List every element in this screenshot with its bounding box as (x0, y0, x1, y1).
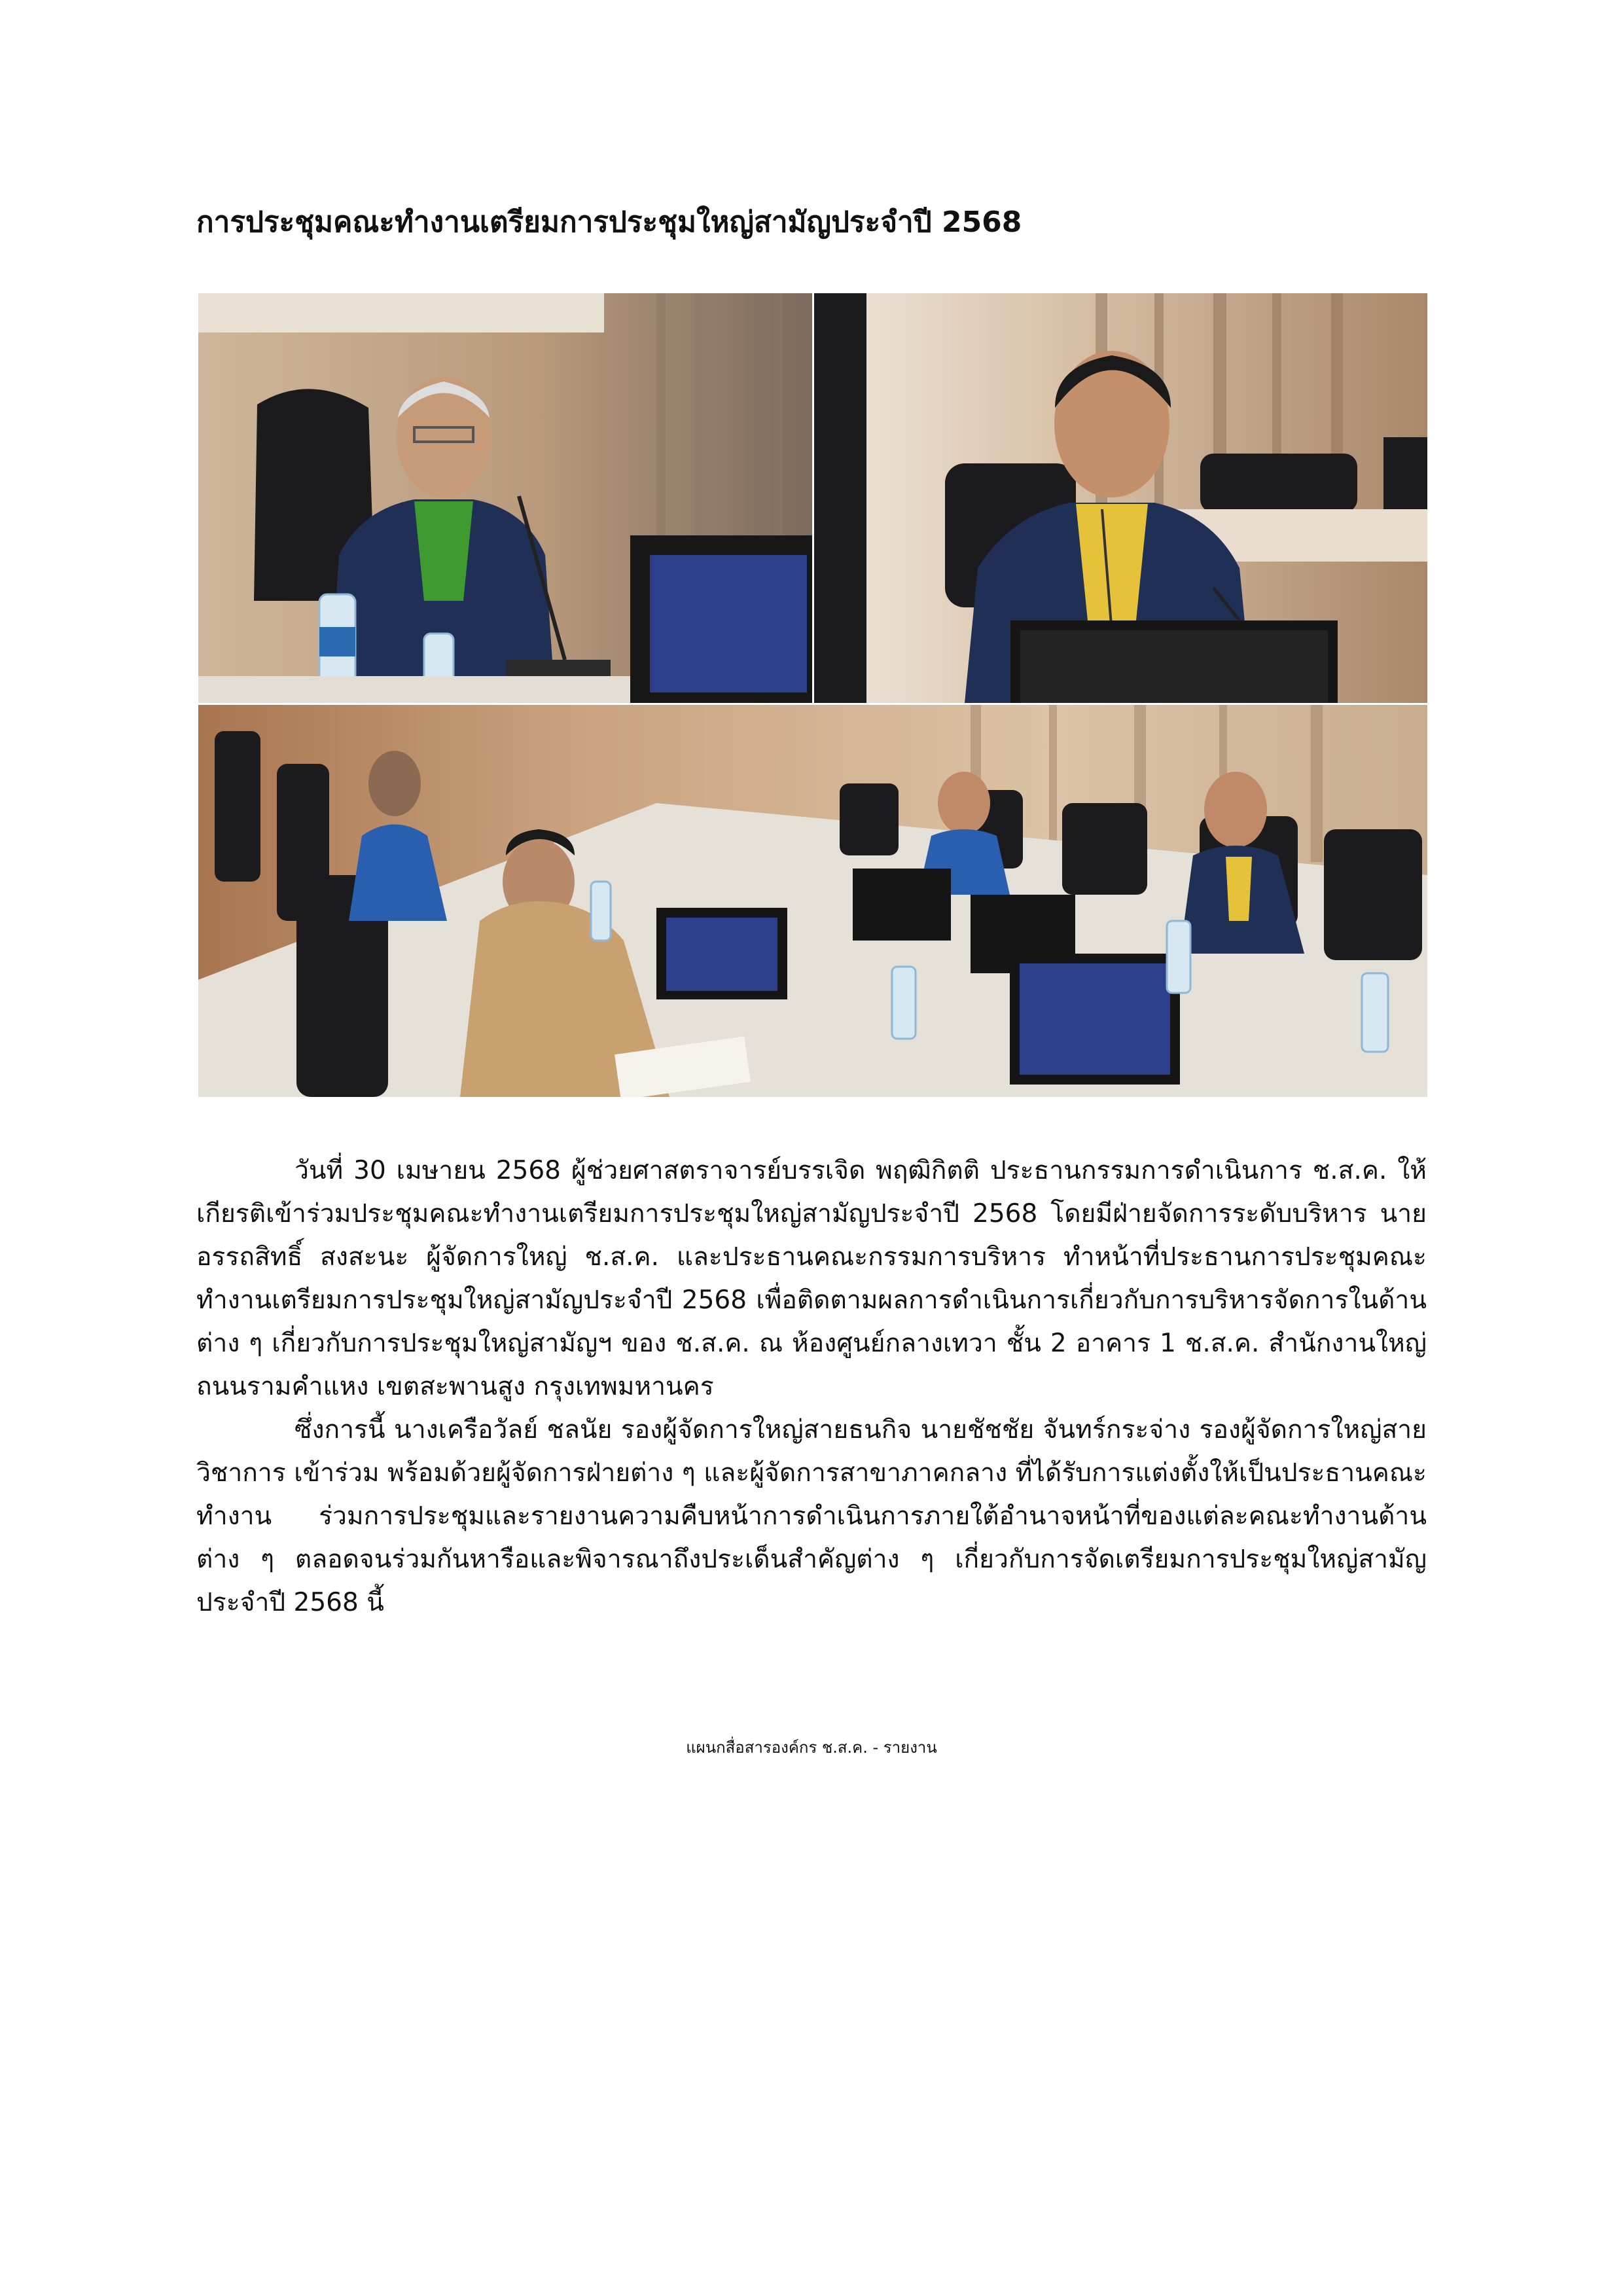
paragraph: วันที่ 30 เมษายน 2568 ผู้ช่วยศาสตราจารย์บรรเจิด พฤฒิกิตติ ประธานกรรมการดำเนินการ ช.ส.ค. ให้เกียรติเข้าร่วมประชุมคณะทำงานเตรียมการประชุมใหญ่สามัญประจำปี 2568 โดยมีฝ่ายจัดการระดับบริหาร นายอรรถสิทธิ์ สงสะนะ ผู้จัดการใหญ่ ช.ส.ค. และประธานคณะกรรมการบริหาร ทำหน้าที่ประธานการประชุมคณะทำงานเตรียมการประชุมใหญ่สามัญประจำปี 2568 เพื่อติดตามผลการดำเนินการเกี่ยวกับการบริหารจัดการในด้านต่าง ๆ เกี่ยวกับการประชุมใหญ่สามัญฯ ของ ช.ส.ค. ณ ห้องศูนย์กลางเทวา ชั้น 2 อาคาร 1 ช.ส.ค. สำนักงานใหญ่ ถนนรามคำแหง เขตสะพานสูง กรุงเทพมหานคร (196, 1156, 1427, 1401)
report-credit: แผนกสื่อสารองค์กร ช.ส.ค. - รายงาน (686, 1738, 937, 1757)
paragraph: ซึ่งการนี้ นางเครือวัลย์ ชลนัย รองผู้จัดการใหญ่สายธนกิจ นายชัชชัย จันทร์กระจ่าง รองผู้จัดการใหญ่สายวิชาการ เข้าร่วม พร้อมด้วยผู้จัดการฝ่ายต่าง ๆ และผู้จัดการสาขาภาคกลาง ที่ได้รับการแต่งตั้งให้เป็นประธานคณะทำงาน ร่วมการประชุมและรายงานความคืบหน้าการดำเนินการภายใต้อำนาจหน้าที่ของแต่ละคณะทำงานด้านต่าง ๆ ตลอดจนร่วมกันหารือและพิจารณาถึงประเด็นสำคัญต่าง ๆ เกี่ยวกับการจัดเตรียมการประชุมใหญ่สามัญประจำปี 2568 นี้ (196, 1415, 1427, 1617)
meeting-photo-room-wide (198, 705, 1427, 1097)
article-body (196, 1149, 1427, 1624)
meeting-photo-speaker-green-shirt (198, 293, 812, 703)
document-title: การประชุมคณะทำงานเตรียมการประชุมใหญ่สามัญประจำปี 2568 (196, 206, 1022, 239)
meeting-photo-chairman-yellow-shirt (814, 293, 1427, 703)
